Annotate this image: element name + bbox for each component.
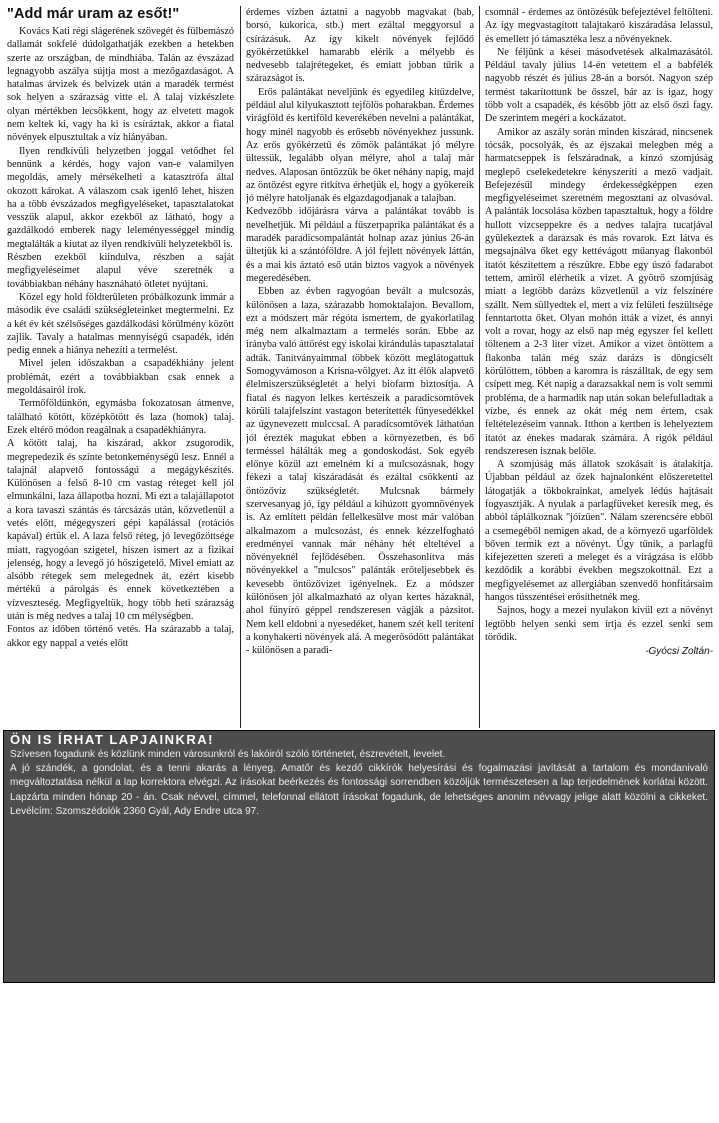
article-paragraph: Ne féljünk a kései másodvetések alkalmazásától. Például tavaly július 14-én vetettem el a babfélék nagyobb részét és július 28-án a borsót. Nagyon szép termést takarítottunk be ősszel, bár az is igaz, hogy több volt a csapadék, és később jött az első őszi fagy. De szerintem megéri a kockázatot. bbox=[485, 46, 713, 125]
column-divider bbox=[479, 6, 480, 728]
article-column-1 bbox=[7, 6, 234, 728]
notice-line: A jó szándék, a gondolat, és a tenni akarás a lényeg. Amatőr és kezdő cikkírók helyesírási és fogalmazási javítását a tartalom és mondanivaló megváltoztatása nélkül a lap korrektora elvégzi. Az írásokat beérkezés és fontossági sorrendben közöljük természetesen a lap terjedelmének korlátai között. Lapzárta minden hónap 20 - án. Csak névvel, címmel, telefonnal ellátott írásokat fogadunk, de lehetséges anonim névvagy jelige alatt közölni a cikkeket. Levélcím: Szomszédolók 2360 Gyál, Ady Endre utca 97. bbox=[10, 763, 708, 817]
article-paragraph: Részben ezekből kiindulva, részben a saját megfigyeléseimet alapul véve szeretnék a továbbiakban néhány hasznáható ötletet nyújtani. bbox=[7, 252, 234, 290]
article-paragraph: Ilyen rendkívüli helyzetben joggal vetődhet fel bennünk a kérdés, hogy vajon van-e valamilyen megoldás, amely mérsékelheti a katasztrófa által okozott károkat. A válaszom csak igenlő lehet, hiszen ha a több évszázados megfigyeléseket, tapasztalatokat vesszük alapul, akkor ezekből az látható, hogy a gazdálkodó emberek nagy leleményességgel mindig megtalálták a kiutat az ilyen rendkívüli helyzetekből is. bbox=[7, 145, 234, 250]
column-divider bbox=[240, 6, 241, 728]
article-paragraph: Erős palántákat neveljünk és egyedileg kitűzdelve, például alul kilyukasztott tejfölös poharakban. Érdemes virágföld és kertiföld keverékében nevelni a palántákat, hogy minél nagyobb és erősebb növényekhez jussunk. Az erős gyökérzetű és zömök palántákat jó mélyre ültessük, legalább olyan mélyre, ahol a talaj már nedves. Alaposan öntözzük be őket néhány napig, majd az öntözést egyre ritkítva érhetjük el, hogy a gyökereik jó mélyre hatoljanak és elgazdagodjanak a talajban. bbox=[246, 86, 474, 205]
article-paragraph: Fontos az időben történő vetés. Ha szárazabb a talaj, akkor egy nappal a vetés előtt bbox=[7, 624, 234, 649]
submission-notice-box bbox=[3, 730, 715, 983]
article-paragraph: Közel egy hold földterületen próbálkozunk immár a második éve családi szükségleteinket megtermelni. Ez a két év két szélsőséges gazdálkodási körülmény között zajlik. Tavaly a hatalmas mennyiségű csapadék, idén pedig ennek a hiánya nehezíti a termelést. bbox=[7, 291, 234, 357]
article-paragraph: Termőföldünkön, egymásba fokozatosan átmenve, található kötött, középkötött és laza (homok) talaj. Ezek eltérő módon reagálnak a csapadékhiányra. bbox=[7, 398, 234, 436]
article-paragraph: Sajnos, hogy a mezei nyulakon kívül ezt a növényt legtöbb helyen senki sem írtja és ezzel senki sem törődik. bbox=[485, 605, 713, 643]
article-column-3 bbox=[485, 6, 713, 728]
author-signature: -Gyócsi Zoltán- bbox=[645, 646, 713, 658]
column-3-body bbox=[485, 6, 713, 644]
article-paragraph: csomnál - érdemes az öntözésük befejeztével feltölteni. Az így megvastagított talajtakaró kiszáradása lelassul, és emellett jó támasztéka lesz a növényeknek. bbox=[485, 7, 713, 45]
column-2-body bbox=[246, 6, 474, 658]
article-paragraph: A kötött talaj, ha kiszárad, akkor zsugorodik, megrepedezik és szinte betonkeménységű lesz. Ennél a talajnál alapvető fontosságú a megágykészítés. Különösen a felső 8-10 cm vastag réteget kell jól elmunkálni, laza állapotba hozni. Mi ezt a talajállapotot a kora tavaszi szántás és tárcsázás után, közvetlenül a vetés előtt, mégegyszeri gépi kapálással (rotációs kapával) értük el. A laza felső réteg, jó levegőzöttsége miatt, ragyogóan szigetel, hiszen ismert az a fizikai jelenség, hogy a levegő jó hőszigetelő. Mivel emiatt az alsóbb rétegek sem melegednek át, ezért kisebb mértékű a párolgás és ennek következtében a vízveszteség. Megfigyeltük, hogy több heti szárazság után is még nedves a talaj 10 cm mélységben. bbox=[7, 438, 234, 623]
article-column-2 bbox=[246, 6, 474, 728]
article-paragraph: Ebben az évben ragyogóan bevált a mulcsozás, különösen a laza, szárazabb homoktalajon. Bevallom, ezt a módszert már régóta ismertem, de gyakorlatilag még nem alkalmaztam a termelés során. Ebbe az irányba való áttörést egy iskolai kirándulás tapasztalatai adták. Tanítványaimmal többek között meglátogattuk Somogyvámoson a Krisna-völgyet. Az itt élők alapvető élelmiszerszükségletét a helyi biofarm biztosítja. A fiatal és nagyon lelkes kertészeik a paradicsomtövek körüli talajfelszínt vastagon beterítették fűnyesedékkel az úgynevezett mulccsal. A paradicsomtövek láthatóan jól érezték magukat ebben a környezetben, és bő terméssel hálálták meg a gondoskodást. Sok egyéb előnye közül azt emelném ki a mulcsozásnak, hogy fékezi a talaj kiszáradását és ezáltal csökkenti az öntözővíz szükségletét. Mulcsnak bármely szervesanyag jó, így például a kihúzott gyomnövények is. Az említett példán fellelkesülve most már valóban alkalmazom a mulcsozást, és ennek kézzelfogható eredményei vannak már néhány hét elteltével a növényeknél fejlődésében. Összehasonlítva más növényekkel a "mulcsos" palánták erőteljesebbek és kevesebb öntözővizet igényelnek. Ez a módszer különösen jól alkalmazható az olyan kertes házaknál, ahol fűnyíró géppel rendszeresen vágják a pázsitot. Nem kell eldobni a nyesedéket, hanem szét kell teríteni a konyhakerti növények alá. A megerősödött palántákat - különösen a paradi- bbox=[246, 286, 474, 657]
article-paragraph: Kedvezőbb időjárásra várva a palántákat tovább is nevelhetjük. Mi például a fűszerpaprika palántákat és a maradék paradicsompalántát holnap azaz június 26-án ültetjük ki a szántóföldre. A jól fejlett növények láttán, és a mai kis áztató eső után biztos vagyok a növények megeredésében. bbox=[246, 206, 474, 284]
article-title: "Add már uram az esőt!" bbox=[7, 6, 180, 22]
notice-title: ÖN IS ÍRHAT LAPJAINKRA! bbox=[10, 732, 214, 747]
article-paragraph: A szomjúság más állatok szokásait is átalakítja. Újabban például az őzek hajnalonként előszeretettel látogatják a tökbokrainkat, amelyek lédús hajtásait fogyasztják. A nyulak a parlagfüveket keresik meg, és abból táplálkoznak "jóízűen". Nálam szerencsére ebből a csemegéből nemigen akad, de a környező ugarföldek bőven termik ezt a növényt. Úgy tűnik, a parlagfű kifejezetten szereti a meleget és a virágzása is előbb kezdődik a korábbi években megszokottnál. Ezt a megfigyelésemet az allergiában szenvedő honfitársaim hangos tüsszentései erősíthetnék meg. bbox=[485, 459, 713, 604]
notice-line: Szívesen fogadunk és közlünk minden városunkról és lakóiról szóló történetet, észrevételt, levelet. bbox=[10, 749, 446, 760]
article-paragraph: Mivel jelen időszakban a csapadékhiány jelent problémát, ezért a továbbiakban csak ennek a megoldásairól írok. bbox=[7, 358, 234, 397]
article-paragraph: Amikor az aszály során minden kiszárad, nincsenek tócsák, pocsolyák, és az éjszakai melegben még a harmatcseppek is felszáradnak, a kínzó szomjúság meglepő cselekedetekre kényszeríti a mező vadjait. Befejezésül mindegy érdekességképpen ezen megfigyeléseimet szeretném megosztani az olvasóval. A palánták locsolása közben tapasztaltuk, hogy a földre hullott vízcseppekre és a nedves talajra tucatjával gyülekeztek a darazsak és más rovarok. Ezt látva és megsajnálva őket egy kettévágott műanyag flakonból itatót készítettem a részükre. Ebbe egy úszó fadarabot tettem, amiről elérhetik a vizet. A gyötrő szomjúság miatt a legtöbb darázs közvetlenül a víz felszínére szállt. Nem süllyedtek el, mert a víz felületi feszültsége fenntartotta őket. Olyan mohón itták a vizet, és annyi volt a rovar, hogy az első nap még egyszer fel kellett töltenem a 2-3 liter vizet. Amikor a vizet öntöttem a flakonba talán még száz darázs is döngicsélt körülöttem, többen a karomra is rászálltak, de egy sem csípett meg. Két napig a darazsakkal nem is volt semmi probléma, de a harmadik nap után sokan belefulladtak a vízbe, és ennek az okát még nem értem, csak feltételezéseim vannak. Itthon a kertben is lehelyeztem itatót az énekes madarak számára. A rigók például rendszeresen isznak belőle. bbox=[485, 126, 713, 457]
article-paragraph: Kovács Kati régi slágerének szövegét és fülbemászó dallamát sokfelé dúdolgathatják ezekben a hetekben szerte az országban, de mindhiába. Talán az évszázad legnagyobb aszálya sújtja most a mezőgazdaságot. A hatalmas árvizek és belvizek után a maradék termést sok helyen a szárazság vitte el. A talaj vízkészlete olyan mértékben lecsökkent, hogy az elvetett magok nem keltek ki, vagy ha ki is csíráztak, akkor a fiatal növények elpusztultak a víz hiányában. bbox=[7, 26, 234, 144]
column-1-body bbox=[7, 25, 234, 650]
article-paragraph: érdemes vízben áztatni a nagyobb magvakat (bab, borsó, kukorica, stb.) mert ezáltal meggyorsul a csírázásuk. Az így kikelt növények fejlődő gyökérzetükkel hamarabb elérik a mélyebb és nedvesebb talajrétegeket, és emiatt jobban tűrik a szárazságot is. bbox=[246, 7, 474, 85]
